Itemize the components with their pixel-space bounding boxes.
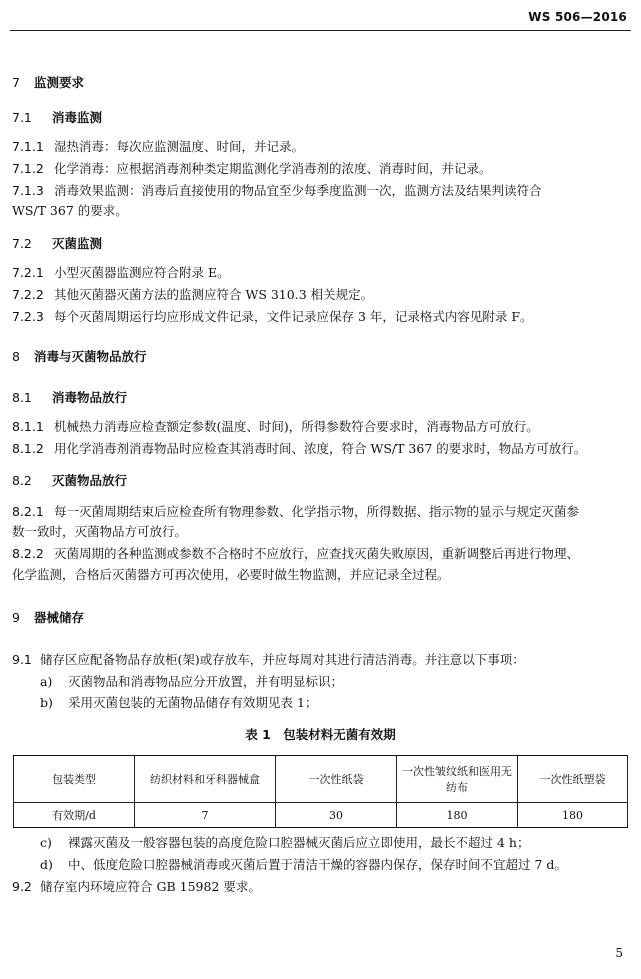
- clause-8-2-2: 8.2.2 灭菌周期的各种监测或参数不合格时不应放行，应查找灭菌失败原因，重新调整后再进行物理、: [12, 546, 580, 561]
- header-cell-paper-bag: 一次性纸袋: [276, 756, 397, 803]
- section-7-1-heading: 7.1 消毒监测: [12, 110, 103, 125]
- table-1-title: 表 1 包装材料无菌有效期: [245, 727, 396, 742]
- section-title: 监测要求: [34, 75, 85, 90]
- table-header-row: [14, 756, 628, 803]
- clause-7-2-3: 7.2.3 每个灭菌周期运行均应形成文件记录，文件记录应保存 3 年，记录格式内容见附录 F。: [12, 309, 533, 324]
- clause-9-1: 9.1 储存区应配备物品存放柜(架)或存放车，并应每周对其进行清洁消毒。并注意以下事项：: [12, 652, 525, 667]
- clause-8-1-1: 8.1.1 机械热力消毒应检查额定参数(温度、时间)，所得参数符合要求时，消毒物品方可放行。: [12, 419, 539, 434]
- header-cell-crepe-paper: 一次性皱纹纸和医用无纺布: [397, 756, 518, 803]
- cell-paper-bag: 30: [276, 803, 397, 828]
- cell-crepe-paper: 180: [397, 803, 518, 828]
- list-item-d: d) 中、低度危险口腔器械消毒或灭菌后置于清洁干燥的容器内保存，保存时间不宜超过 7 d。: [40, 857, 567, 872]
- standard-code: WS 506—2016: [528, 10, 627, 24]
- cell-textile: 7: [135, 803, 276, 828]
- section-8-1-heading: 8.1 消毒物品放行: [12, 390, 128, 405]
- clause-7-2-2: 7.2.2 其他灭菌器灭菌方法的监测应符合 WS 310.3 相关规定。: [12, 287, 374, 302]
- clause-7-1-3-cont: WS/T 367 的要求。: [12, 203, 128, 218]
- clause-9-2: 9.2 储存室内环境应符合 GB 15982 要求。: [12, 879, 261, 894]
- section-9-heading: 9 器械储存: [12, 610, 85, 625]
- section-7-2-heading: 7.2 灭菌监测: [12, 236, 103, 251]
- header-rule: [10, 30, 631, 31]
- header-cell-paper-plastic: 一次性纸塑袋: [518, 756, 628, 803]
- section-8-heading: 8 消毒与灭菌物品放行: [12, 349, 147, 364]
- clause-7-1-3: 7.1.3 消毒效果监测：消毒后直接使用的物品宜至少每季度监测一次，监测方法及结果判读符合: [12, 183, 542, 198]
- list-item-b: b) 采用灭菌包装的无菌物品储存有效期见表 1；: [40, 695, 318, 710]
- header-cell-textile: 纺织材料和牙科器械盒: [135, 756, 276, 803]
- table-1: [13, 755, 628, 828]
- list-item-a: a) 灭菌物品和消毒物品应分开放置，并有明显标识；: [40, 674, 344, 689]
- clause-8-2-1-cont: 数一致时，灭菌物品方可放行。: [12, 524, 188, 539]
- section-8-2-heading: 8.2 灭菌物品放行: [12, 473, 128, 488]
- list-item-c: c) 裸露灭菌及一般容器包装的高度危险口腔器械灭菌后应立即使用，最长不超过 4 h；: [40, 835, 530, 850]
- header-cell-package-type: 包装类型: [14, 756, 135, 803]
- section-7-heading: 7 监测要求: [12, 75, 85, 90]
- page-number: 5: [615, 946, 623, 960]
- clause-7-2-1: 7.2.1 小型灭菌器监测应符合附录 E。: [12, 265, 230, 280]
- clause-7-1-2: 7.1.2 化学消毒：应根据消毒剂种类定期监测化学消毒剂的浓度、消毒时间，并记录。: [12, 161, 492, 176]
- clause-7-1-1: 7.1.1 湿热消毒：每次应监测温度、时间，并记录。: [12, 139, 305, 154]
- clause-8-1-2: 8.1.2 用化学消毒剂消毒物品时应检查其消毒时间、浓度，符合 WS/T 367 的要求时，物品方可放行。: [12, 441, 587, 456]
- clause-8-2-2-cont: 化学监测，合格后灭菌器方可再次使用，必要时做生物监测，并应记录全过程。: [12, 567, 450, 582]
- row-label: 有效期/d: [14, 803, 135, 828]
- table-row: [14, 803, 628, 828]
- clause-8-2-1: 8.2.1 每一灭菌周期结束后应检查所有物理参数、化学指示物，所得数据、指示物的显示与规定灭菌参: [12, 504, 580, 519]
- cell-paper-plastic: 180: [518, 803, 628, 828]
